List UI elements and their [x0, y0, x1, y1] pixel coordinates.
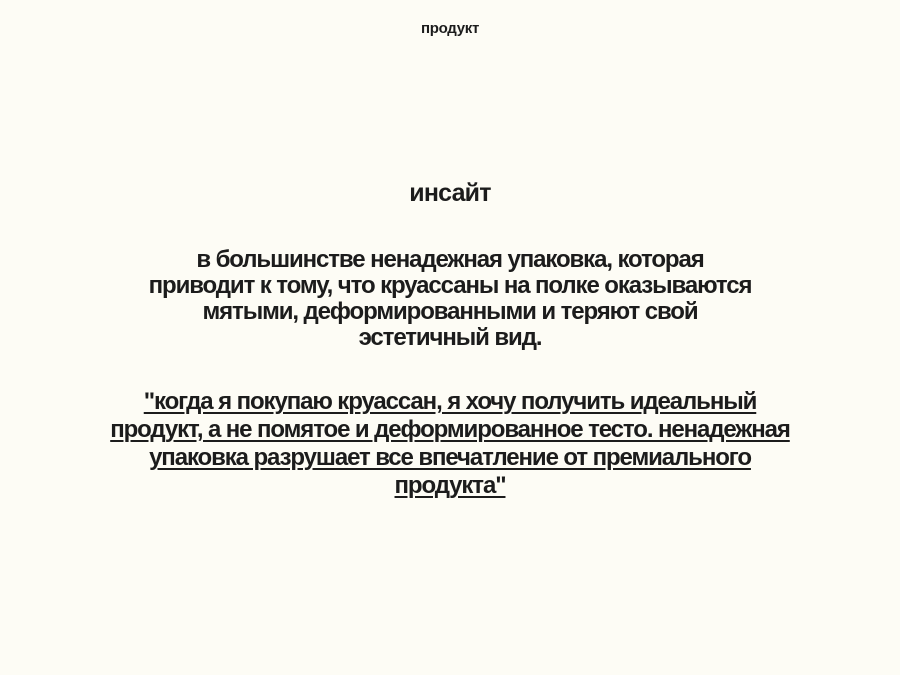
insight-line: приводит к тому, что круассаны на полке оказываются [148, 272, 752, 299]
insight-line: эстетичный вид. [358, 324, 542, 351]
quote-line: продукт, а не помятое и деформированное тесто. ненадежная [110, 416, 790, 443]
insight-line: мятыми, деформированными и теряют свой [202, 298, 698, 325]
quote-line: продукта" [394, 472, 506, 499]
insight-paragraph [90, 247, 810, 351]
customer-quote [50, 388, 850, 500]
header-label: продукт [421, 20, 479, 37]
quote-line: "когда я покупаю круассан, я хочу получить идеальный [143, 388, 757, 415]
section-title: инсайт [409, 179, 491, 207]
insight-line: в большинстве ненадежная упаковка, которая [196, 246, 704, 273]
quote-line: упаковка разрушает все впечатление от премиального [149, 444, 751, 471]
